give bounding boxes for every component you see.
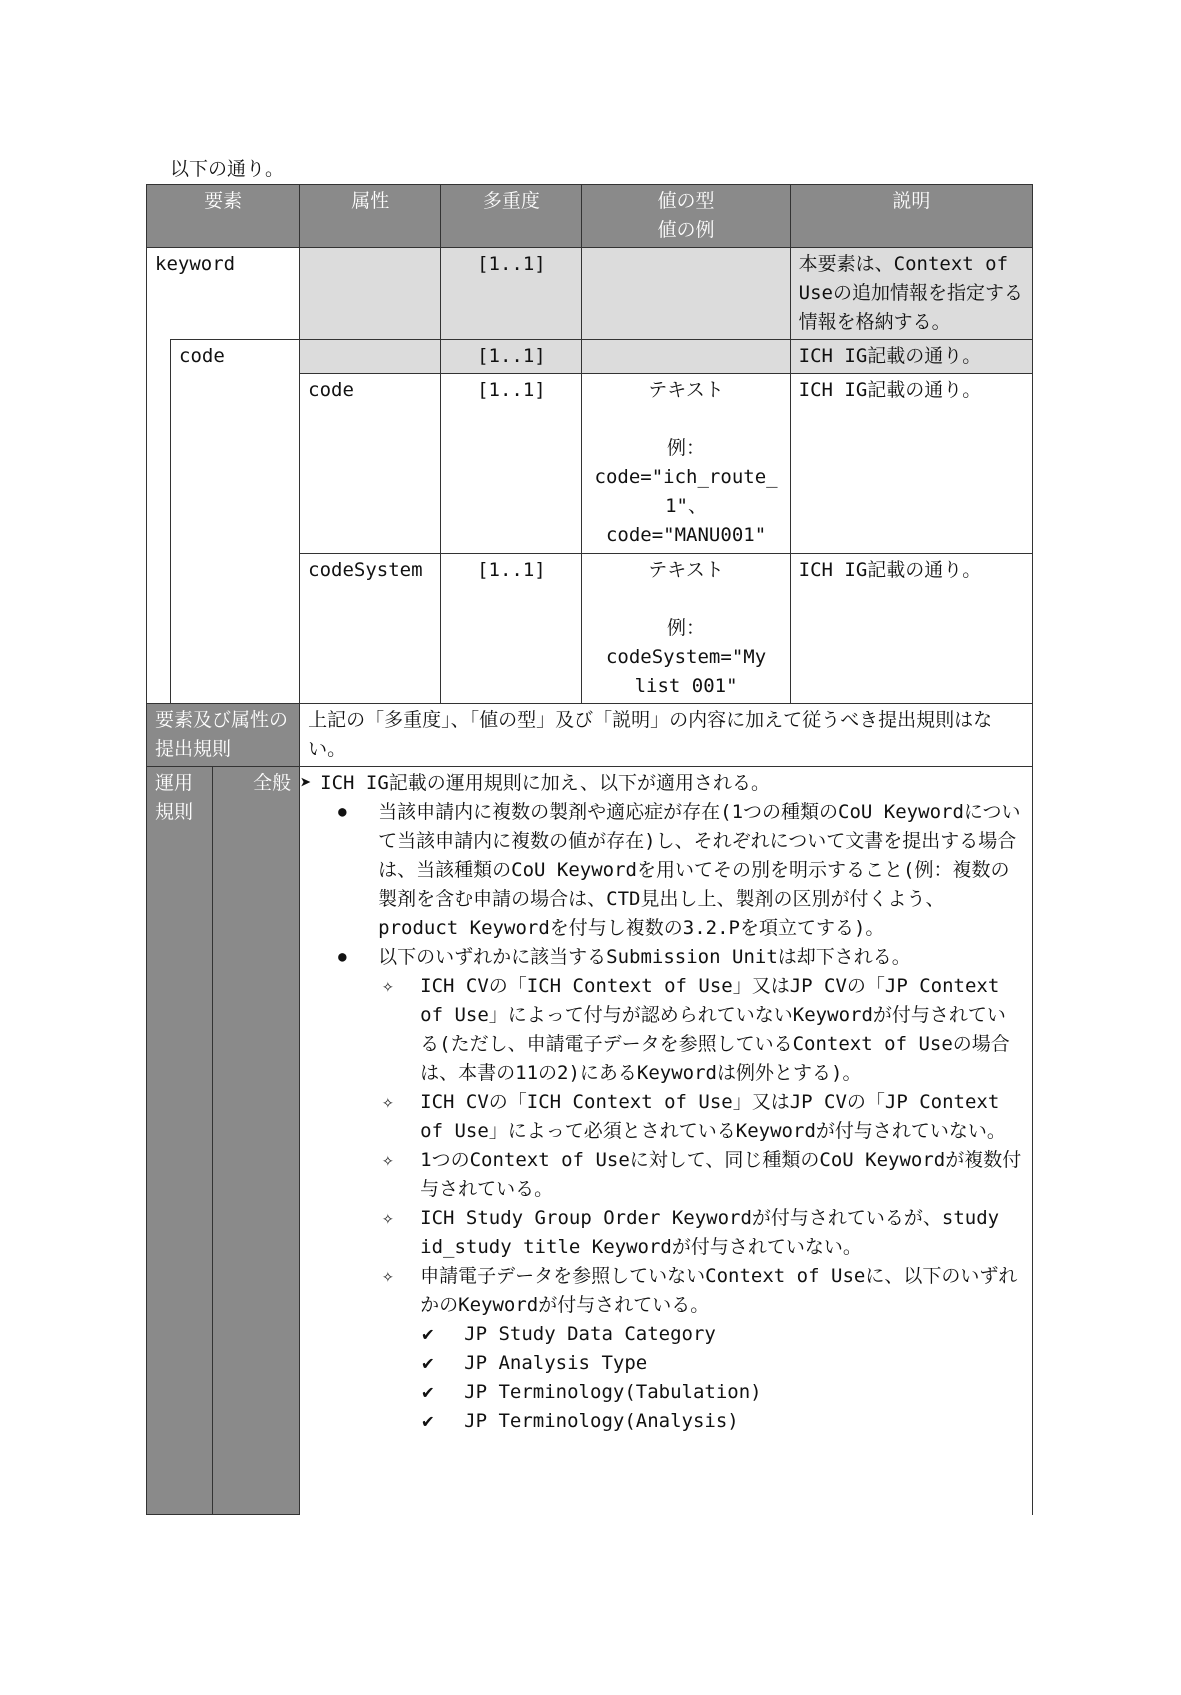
example-value: codeSystem="My list 001" — [605, 646, 767, 697]
list-item: ✧ ICH CVの「ICH Context of Use」又はJP CVの「JP Context of Use」によって付与が認められていないKeywordが付与されている(ただし、申請電子データを参照しているContext of Useの場合は、本書の11の2)にあるKeywordは例外とする)。 — [308, 972, 1024, 1088]
rules-list — [308, 769, 1024, 1436]
example-label: 例： — [667, 437, 706, 459]
list-item: ✔ JP Terminology(Analysis) — [308, 1407, 1024, 1436]
multiplicity: [1..1] — [441, 248, 582, 340]
description: 本要素は、Context of Useの追加情報を指定する情報を格納する。 — [790, 248, 1032, 340]
attr-empty — [300, 248, 441, 340]
list-item: ✔ JP Analysis Type — [308, 1349, 1024, 1378]
submission-rules-text: 上記の「多重度」、「値の型」及び「説明」の内容に加えて従うべき提出規則はない。 — [300, 704, 1033, 767]
description: ICH IG記載の通り。 — [790, 374, 1032, 554]
example-value: code="MANU001" — [605, 524, 767, 546]
element-keyword: keyword — [147, 248, 300, 340]
element-code: code — [171, 340, 300, 704]
list-item: ✔ JP Study Data Category — [308, 1320, 1024, 1349]
submission-rules-row — [147, 704, 1033, 767]
header-attribute: 属性 — [300, 185, 441, 248]
list-item: ✧ 1つのContext of Useに対して、同じ種類のCoU Keywordが複数付与されている。 — [308, 1146, 1024, 1204]
header-description: 説明 — [790, 185, 1032, 248]
header-value-type: 値の型 — [657, 190, 715, 212]
operation-rules-row — [147, 767, 1033, 1515]
intro-text: 以下の通り。 — [170, 158, 285, 180]
list-item: ➤ ICH IG記載の運用規則に加え、以下が適用される。 — [308, 769, 1024, 798]
header-value-example: 値の例 — [657, 219, 715, 241]
submission-rules-label: 要素及び属性の提出規則 — [147, 704, 300, 767]
description: ICH IG記載の通り。 — [790, 554, 1032, 704]
value-empty — [582, 248, 790, 340]
header-value — [582, 185, 790, 248]
list-item: ✔ JP Terminology(Tabulation) — [308, 1378, 1024, 1407]
spec-table — [146, 184, 1033, 1515]
list-item: ● 以下のいずれかに該当するSubmission Unitは却下される。 — [308, 943, 1024, 972]
multiplicity: [1..1] — [441, 340, 582, 374]
table-row — [147, 340, 1033, 374]
value-empty — [582, 340, 790, 374]
header-row — [147, 185, 1033, 248]
value-cell — [582, 374, 790, 554]
example-label: 例： — [667, 617, 706, 639]
multiplicity: [1..1] — [441, 554, 582, 704]
indent-cell — [147, 340, 171, 704]
operation-rules-sublabel: 全般 — [213, 767, 300, 1515]
example-value: code="ich_route_1"、 — [594, 466, 778, 517]
header-element: 要素 — [147, 185, 300, 248]
list-item: ✧ ICH CVの「ICH Context of Use」又はJP CVの「JP Context of Use」によって必須とされているKeywordが付与されていない。 — [308, 1088, 1024, 1146]
description: ICH IG記載の通り。 — [790, 340, 1032, 374]
value-type: テキスト — [648, 379, 724, 401]
operation-rules-body — [300, 767, 1033, 1515]
list-item: ✧ 申請電子データを参照していないContext of Useに、以下のいずれかのKeywordが付与されている。 — [308, 1262, 1024, 1320]
attr-empty — [300, 340, 441, 374]
list-item: ● 当該申請内に複数の製剤や適応症が存在(1つの種類のCoU Keywordについて当該申請内に複数の値が存在)し、それぞれについて文書を提出する場合は、当該種類のCoU Keywordを用いてその別を明示すること(例：複数の製剤を含む申請の場合は、CTD見出し上、製剤の区別が付くよう、product Keywordを付与し複数の3.2.Pを項立てする)。 — [308, 798, 1024, 943]
value-type: テキスト — [648, 559, 724, 581]
attribute-code: code — [300, 374, 441, 554]
attribute-codesystem: codeSystem — [300, 554, 441, 704]
table-row — [147, 248, 1033, 340]
multiplicity: [1..1] — [441, 374, 582, 554]
operation-rules-label: 運用規則 — [147, 767, 213, 1515]
list-item: ✧ ICH Study Group Order Keywordが付与されているが、study id_study title Keywordが付与されていない。 — [308, 1204, 1024, 1262]
value-cell — [582, 554, 790, 704]
header-multiplicity: 多重度 — [441, 185, 582, 248]
